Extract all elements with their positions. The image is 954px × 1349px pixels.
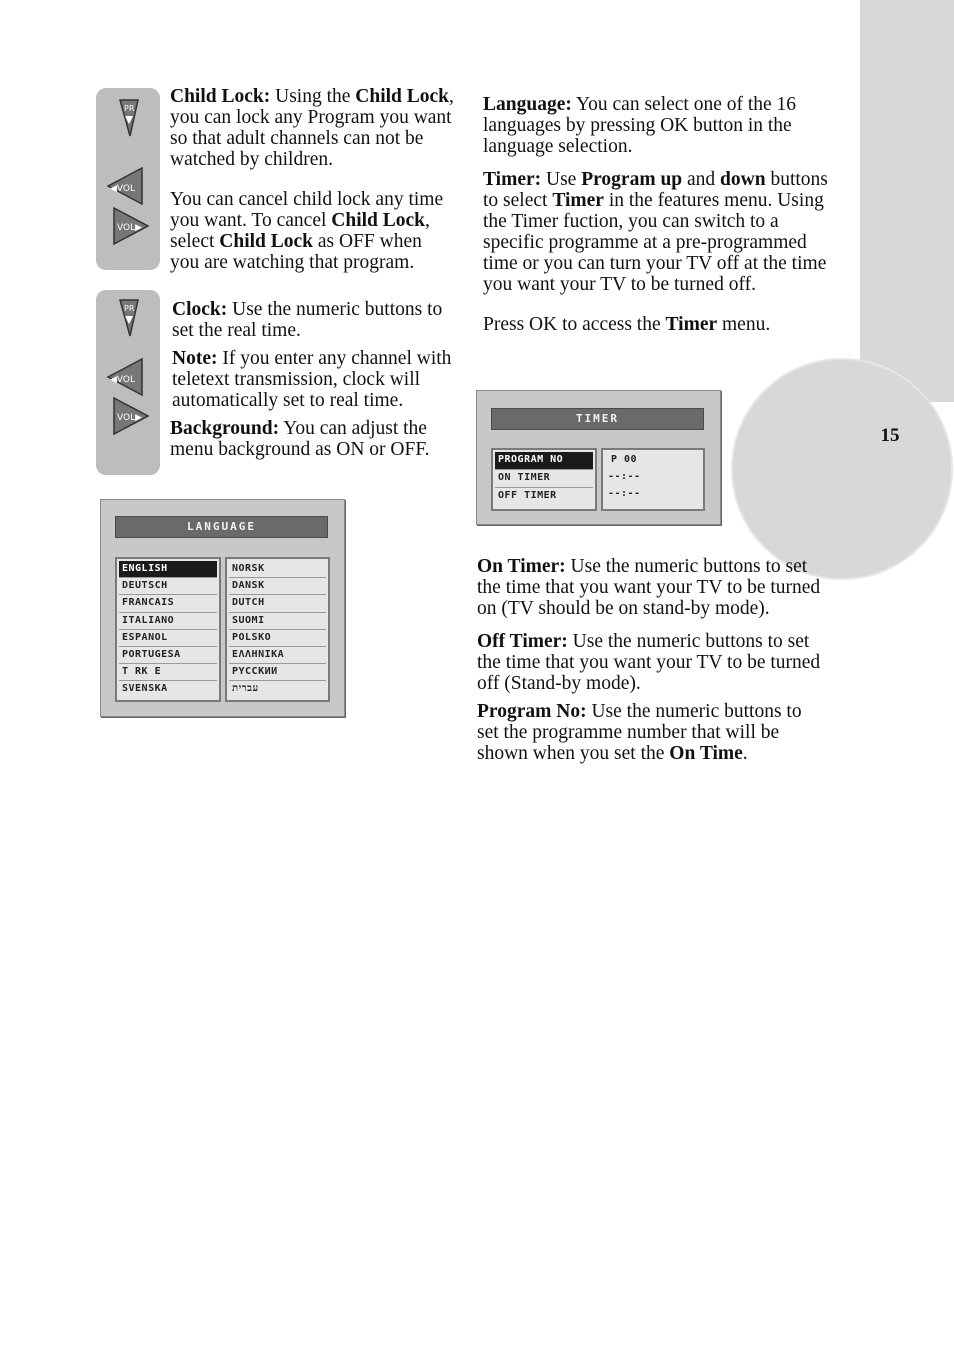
on-timer-paragraph: On Timer: Use the numeric buttons to set the time that you want your TV to be turned on (TV should be on stand-by mode). (477, 556, 821, 619)
remote-buttons-icon (96, 290, 160, 475)
list-item: P 00 (611, 454, 638, 465)
list-item: DUTCH (229, 595, 326, 612)
list-item: ESPANOL (119, 630, 217, 647)
list-item: PORTUGESA (119, 647, 217, 664)
list-item: SUOMI (229, 613, 326, 630)
list-item: T RK E (119, 664, 217, 681)
child-lock-section (170, 86, 455, 273)
remote-buttons-icon (96, 88, 160, 270)
child-lock-paragraph: Child Lock: Using the Child Lock, you can lock any Program you want so that adult channels can not be watched by children. (170, 86, 454, 170)
list-item: SVENSKA (122, 683, 168, 695)
child-lock-cancel-paragraph: You can cancel child lock any time you want. To cancel Child Lock, select Child Lock as OFF when you are watching that program. (170, 189, 444, 273)
timer-menu-title: TIMER (491, 408, 704, 430)
list-item: --:-- (608, 488, 641, 499)
timer-list-right (601, 448, 705, 511)
vol-left-label: ◀VOL (110, 375, 136, 385)
list-item: ENGLISH (119, 561, 217, 578)
background-paragraph: Background: You can adjust the menu background as ON or OFF. (170, 418, 430, 460)
language-menu-title: LANGUAGE (115, 516, 328, 538)
list-item: NORSK (229, 561, 326, 578)
pr-label: PR (124, 304, 135, 313)
list-item: PYCCKИИ (229, 664, 326, 681)
language-list-right (225, 557, 330, 702)
language-menu-screenshot (100, 499, 345, 717)
language-paragraph: Language: You can select one of the 16 languages by pressing OK button in the language selection. (483, 94, 797, 157)
program-no-paragraph: Program No: Use the numeric buttons to set the programme number that will be shown when you set the On Time. (477, 701, 802, 764)
remote-panel-clock (96, 290, 160, 475)
timer-details-section (477, 556, 822, 764)
remote-panel-child-lock (96, 88, 160, 270)
timer-menu-screenshot (476, 390, 721, 525)
note-paragraph: Note: If you enter any channel with teletext transmission, clock will automatically set to real time. (172, 348, 452, 411)
language-timer-section (483, 94, 828, 335)
list-item: FRANCAIS (119, 595, 217, 612)
language-list-left (115, 557, 221, 702)
vol-right-label: VOL▶ (117, 223, 143, 233)
list-item: OFF TIMER (498, 490, 557, 501)
list-item: DANSK (229, 578, 326, 595)
list-item: עברית (232, 683, 259, 695)
press-ok-paragraph: Press OK to access the Timer menu. (483, 314, 771, 335)
list-item: --:-- (608, 471, 641, 482)
off-timer-paragraph: Off Timer: Use the numeric buttons to set the time that you want your TV to be turned off (Stand-by mode). (477, 631, 821, 694)
list-item: ITALIANO (119, 613, 217, 630)
page-number-circle (731, 358, 953, 580)
timer-paragraph: Timer: Use Program up and down buttons to select Timer in the features menu. Using the Timer fuction, you can switch to a specific programme at a pre-programmed time or you can turn your TV off at the time you want your TV to be turned off. (483, 169, 828, 295)
list-item: DEUTSCH (119, 578, 217, 595)
vol-right-label: VOL▶ (117, 413, 143, 423)
vol-left-label: ◀VOL (110, 184, 136, 194)
list-item: PROGRAM NO (495, 452, 593, 470)
side-tab (860, 0, 954, 402)
list-item: POLSKO (229, 630, 326, 647)
pr-label: PR (124, 104, 135, 113)
clock-section (172, 299, 457, 460)
list-item: ON TIMER (495, 470, 593, 488)
list-item: ΕΛΛΗΝΙΚΑ (229, 647, 326, 664)
clock-paragraph: Clock: Use the numeric buttons to set the real time. (172, 299, 443, 341)
page-number: 15 (880, 425, 900, 446)
timer-list-left (491, 448, 597, 511)
